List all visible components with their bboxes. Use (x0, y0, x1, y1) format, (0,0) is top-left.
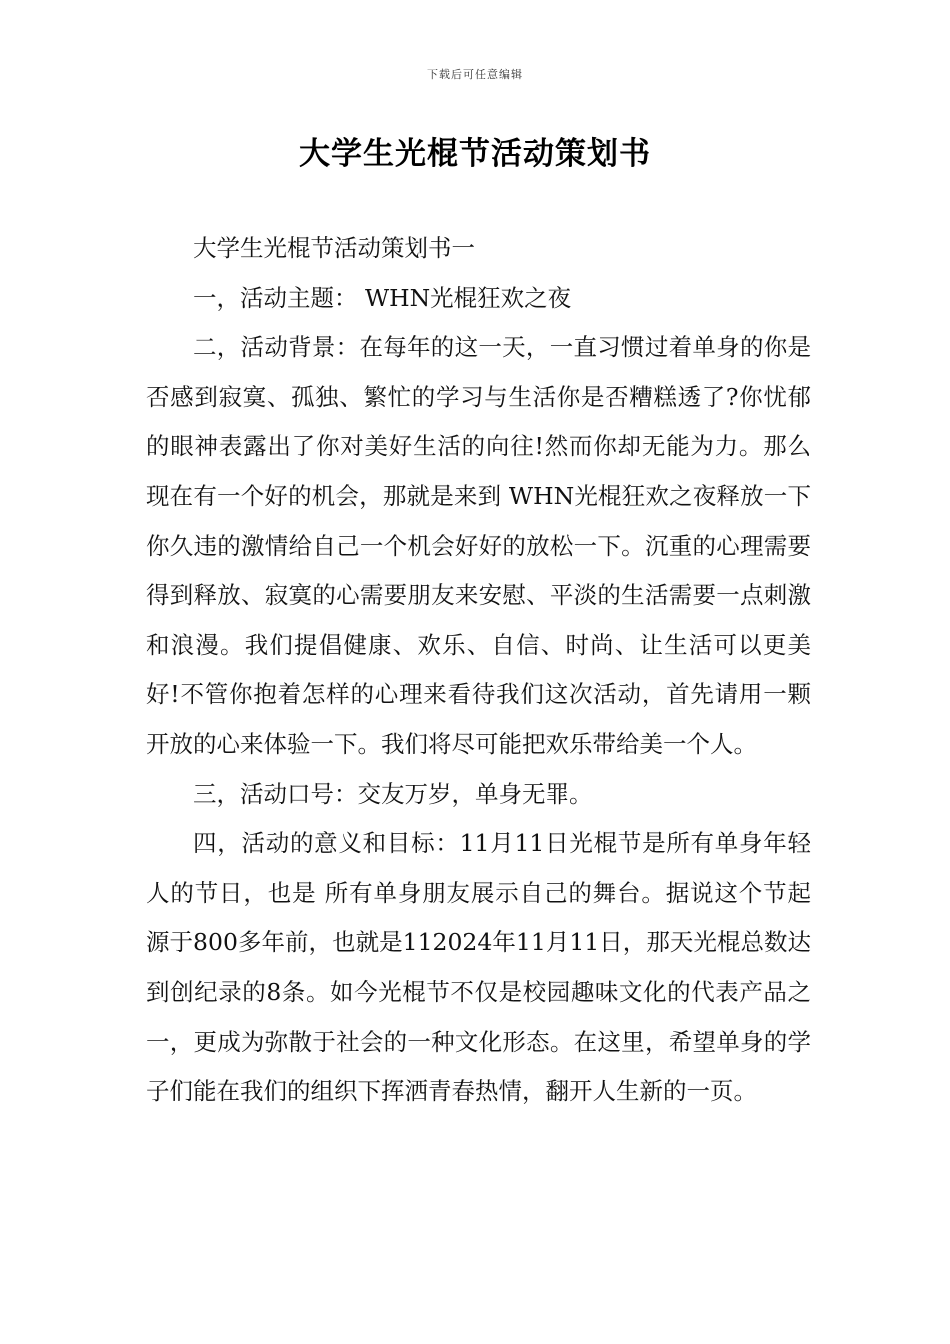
document-title: 大学生光棍节活动策划书 (299, 136, 651, 172)
paragraph-subtitle: 大学生光棍节活动策划书一 (193, 234, 475, 262)
paragraph-background: 二，活动背景：在每年的这一天，一直习惯过着单身的你是否感到寂寞、孤独、繁忙的学习与生活你是否糟糕透了?你忧郁的眼神表露出了你对美好生活的向往!然而你却无能为力。那么现在有一个好的机会，那就是来到 WHN光棍狂欢之夜释放一下你久违的激情给自己一个机会好好的放松一下。沉重的心理需要得到释放、寂寞的心需要朋友来安慰、平淡的生活需要一点刺激和浪漫。我们提倡健康、欢乐、自信、时尚、让生活可以更美好!不管你抱着怎样的心理来看待我们这次活动，首先请用一颗开放的心来体验一下。我们将尽可能把欢乐带给美一个人。 (146, 333, 811, 758)
paragraph-slogan: 三，活动口号：交友万岁，单身无罪。 (193, 779, 593, 808)
document-body (146, 224, 811, 1117)
paragraph-theme: 一，活动主题： WHN光棍狂欢之夜 (193, 283, 572, 312)
page-header-note: 下载后可任意编辑 (427, 68, 523, 81)
paragraph-goals: 四，活动的意义和目标：11月11日光棍节是所有单身年轻人的节日，也是 所有单身朋友展示自己的舞台。据说这个节起源于800多年前，也就是112024年11月11日，那天光棍总数达到创纪录的8条。如今光棍节不仅是校园趣味文化的代表产品之一，更成为弥散于社会的一种文化形态。在这里，希望单身的学子们能在我们的组织下挥洒青春热情，翻开人生新的一页。 (146, 829, 811, 1106)
